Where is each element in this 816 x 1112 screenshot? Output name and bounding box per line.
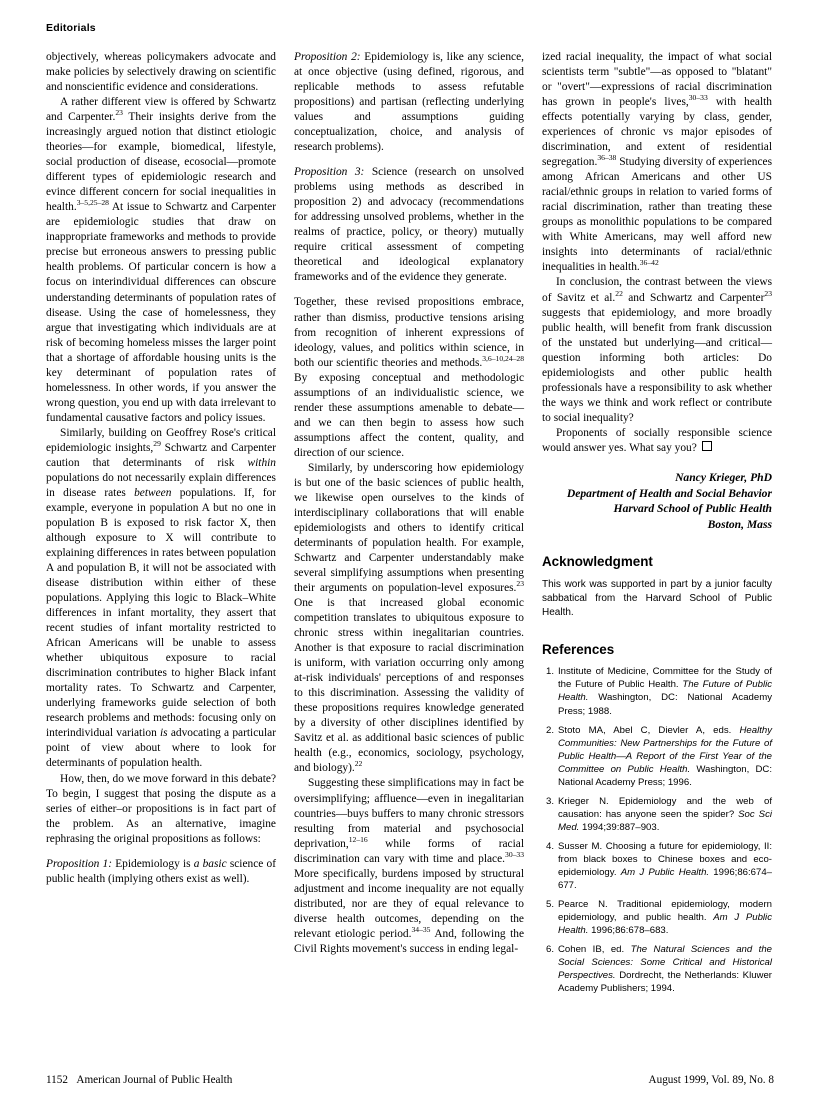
paragraph-text: How, then, do we move forward in this debate? To begin, I suggest that posing the dispute as a series of either–or propositions is in fact part of the problem. As an alternative, imagine rephrasing the original propositions as follows: bbox=[46, 772, 276, 845]
paragraph-text: At issue to Schwartz and Carpenter are epidemiologic studies that draw on inappropriate frameworks and methods to provide precise but erroneous answers to pressing public health problems. Of particular concern is how a focus on interindividual differences can obscure understanding determinants of population rates of disease. Using the case of homelessness, they argue that investigating which individuals are at risk of becoming homeless misses the larger point that a shortage of affordable housing units is the key determinant of population rates of homelessness. In other words, if you answer the wrong question, you end up with data irrelevant to fundamental causative factors and policy issues. bbox=[46, 201, 276, 424]
reference-text bbox=[558, 944, 772, 994]
signature-line: Harvard School of Public Health bbox=[613, 502, 772, 516]
reference-part: Susser M. Choosing a future for epidemiology, II: from black boxes to Chinese boxes and eco-epidemiology. bbox=[558, 840, 772, 879]
reference-source: Soc Sci Med. bbox=[558, 808, 772, 833]
paragraph bbox=[542, 50, 772, 275]
paragraph-text: objectively, whereas policymakers advocate and make policies by selectively drawing on scientific and nonscientific evidence and considerations. bbox=[46, 51, 276, 94]
citation-superscript: 36–42 bbox=[639, 258, 659, 268]
paragraph bbox=[542, 426, 772, 456]
proposition-label: Proposition 3: bbox=[294, 166, 365, 179]
paragraph-text: populations do not necessarily explain differences in disease rates bbox=[46, 471, 276, 499]
acknowledgment-heading: Acknowledgment bbox=[542, 553, 653, 569]
citation-superscript: 3,6–10,24–28 bbox=[482, 353, 524, 363]
paragraph-text: ized racial inequality, the impact of what social scientists term "subtle"—as opposed to "blatant" or "overt"—expressions of racial discrimination has grown in people's lives, bbox=[542, 51, 772, 109]
footer-right: August 1999, Vol. 89, No. 8 bbox=[648, 1074, 774, 1086]
paragraph bbox=[542, 275, 772, 425]
paragraph bbox=[46, 50, 276, 95]
emphasis: within bbox=[247, 456, 276, 469]
citation-superscript: 30–33 bbox=[505, 849, 524, 859]
emphasis: between bbox=[134, 486, 172, 499]
citation-superscript: 3–5,25–28 bbox=[76, 198, 109, 208]
list-item bbox=[542, 898, 772, 937]
paragraph-text: advocating a particular point of view about where to look for determinants of population health. bbox=[46, 727, 276, 770]
reference-text bbox=[558, 841, 772, 891]
citation-superscript: 22 bbox=[615, 288, 623, 298]
running-head: Editorials bbox=[46, 22, 96, 34]
emphasis: a basic bbox=[193, 857, 227, 870]
page-footer bbox=[46, 1074, 774, 1086]
paragraph bbox=[46, 426, 276, 772]
paragraph-text: More specifically, burdens imposed by structural adjustment and income inequality are not equally distributed, nor are they of equal relevance to diverse health outcomes, depending on the relevant etiologic period. bbox=[294, 867, 524, 940]
reference-part: 1996;86:674–677. bbox=[558, 867, 772, 892]
reference-source: Am J Public Health. bbox=[558, 912, 772, 937]
paragraph-text: And, following the Civil Rights movement's success in ending legal- bbox=[294, 927, 524, 955]
reference-text bbox=[558, 796, 772, 833]
signature-line: Department of Health and Social Behavior bbox=[566, 486, 772, 500]
column-2 bbox=[294, 50, 524, 1040]
reference-text bbox=[558, 899, 772, 936]
reference-part: Washington, DC: National Academy Press; 1988. bbox=[558, 692, 772, 717]
citation-superscript: 23 bbox=[516, 579, 524, 589]
paragraph bbox=[294, 295, 524, 460]
reference-text bbox=[558, 725, 772, 788]
reference-number: 1. bbox=[545, 666, 554, 678]
list-item bbox=[542, 943, 772, 995]
reference-part: Pearce N. Traditional epidemiology, modern epidemiology, and public health. bbox=[558, 899, 772, 924]
list-item bbox=[542, 840, 772, 892]
paragraph-text: Proponents of socially responsible science would answer yes. What say you? bbox=[542, 426, 772, 454]
citation-superscript: 34–35 bbox=[411, 924, 431, 934]
paragraph-text: In conclusion, the contrast between the views of Savitz et al. bbox=[542, 276, 772, 304]
author-signature bbox=[542, 470, 772, 533]
proposition-3 bbox=[294, 165, 524, 285]
paragraph-text: Schwartz and Carpenter caution that determinants of risk bbox=[46, 441, 276, 469]
proposition-2 bbox=[294, 50, 524, 155]
reference-number: 5. bbox=[545, 899, 554, 911]
citation-superscript: 30–33 bbox=[688, 93, 708, 103]
references-heading: References bbox=[542, 641, 615, 657]
citation-superscript: 23 bbox=[764, 288, 772, 298]
column-1 bbox=[46, 50, 276, 1040]
reference-part: 1994;39:887–903. bbox=[579, 821, 660, 833]
paragraph-text: Studying diversity of experiences among African Americans and other US racial/ethnic groups in relation to varied forms of racial discrimination, rather than treating these groups as monolithic populations to be compared with White Americans, may well afford new insights into determinants of racial/ethnic inequalities in health. bbox=[542, 156, 772, 274]
citation-superscript: 23 bbox=[115, 108, 123, 118]
paragraph-text: while forms of racial discrimination can vary with time and place. bbox=[294, 837, 524, 865]
paragraph-text: Epidemiology is, like any science, at once objective (using defined, rigorous, and replicable methods to assess refutable propositions) and partisan (reflecting underlying values and assumptions guiding conceptualization, choice, and analysis of research problems). bbox=[294, 51, 524, 154]
reference-source: The Natural Sciences and the Social Sciences: Some Critical and Historical Perspectives. bbox=[558, 944, 772, 982]
paragraph-text: suggests that epidemiology, and more broadly public health, will benefit from frank discussion of the unstated but underlying—and critical—question informing both articles: Do epidemiologists and other public health professionals have a responsibility to ask whether the ways we think and work reflect or contribute to social inequality? bbox=[542, 306, 772, 424]
proposition-label: Proposition 1: bbox=[46, 857, 113, 870]
citation-superscript: 29 bbox=[153, 439, 161, 449]
reference-text bbox=[558, 666, 772, 716]
three-column-body bbox=[46, 50, 774, 1040]
reference-part: Dordrecht, the Netherlands: Kluwer Academy Publishers; 1994. bbox=[558, 970, 772, 995]
paragraph-text: By exposing conceptual and methodologic assumptions of an individualistic science, we render these assumptions amenable to debate—and we can then begin to assess how such assumptions affect the content, quality, and direction of our science. bbox=[294, 371, 524, 459]
reference-source: The Future of Public Health. bbox=[558, 679, 773, 704]
paragraph-text: Together, these revised propositions embrace, rather than dismiss, productive tensions arising from recognition of inherent expressions of ideology, values, and politics within science, in both our scientific theories and methods. bbox=[294, 296, 524, 369]
list-item bbox=[542, 795, 772, 834]
reference-part: Stoto MA, Abel C, Dievler A, eds. bbox=[558, 724, 740, 736]
acknowledgment-text: This work was supported in part by a junior faculty sabbatical from the Harvard School of Public Health. bbox=[542, 578, 772, 619]
paragraph-text: populations. If, for example, everyone in population A but no one in population B is exposed to risk factor X, then although exposure to X will contribute to explaining differences in rates between population A and population B, it will not be associated with disease distribution within either of these populations. Applying this logic to Black–White differences in infant mortality, they assert that recent studies of infant mortality restricted to African Americans will be unable to assess whether ubiquitous exposure to racial discrimination contributes to higher Black infant mortality rates. To Schwartz and Carpenter, underlying frameworks guide selection of both research problems and methods: focusing only on interindividual variation bbox=[46, 486, 276, 740]
reference-number: 2. bbox=[545, 724, 554, 736]
reference-part: 1996;86:678–683. bbox=[588, 925, 669, 937]
paragraph bbox=[294, 461, 524, 777]
end-of-article-box bbox=[702, 441, 712, 451]
citation-superscript: 12–16 bbox=[348, 834, 368, 844]
paragraph-text: Their insights derive from the increasingly argued notion that distinct etiologic theories—for example, biomedical, lifestyle, social production of disease, ecosocial—promote different types of epidemiologic research and evince different concern for social inequalities in health. bbox=[46, 111, 276, 214]
paragraph-text: Science (research on unsolved problems using methods as described in proposition 2) and advocacy (recommendations for addressing unsolved problems, whether in the realms of practice, policy, or theory) mutually require critical assessment of competing theoretical and ideological explanatory frameworks and of the evidence they generate. bbox=[294, 166, 524, 284]
reference-part: Cohen IB, ed. bbox=[558, 944, 631, 956]
paragraph-text: Suggesting these simplifications may in fact be oversimplifying; affluence—even in inegalitarian countries—buys buffers to many chronic stressors resulting from material and psychosocial deprivation, bbox=[294, 777, 524, 850]
paragraph-text: Similarly, by underscoring how epidemiology is but one of the basic sciences of public health, we likewise open ourselves to the kinds of interdisciplinary collaborations that will enable epidemiologists and others to identify critical determinants of population health. For example, Schwartz and Carpenter understandably make several simplifying assumptions when presenting their arguments on population-level exposures. bbox=[294, 461, 524, 595]
citation-superscript: 22 bbox=[354, 759, 363, 769]
paragraph-text: with health effects potentially varying by class, gender, experiences of chronic vs major episodes of discrimination, and extent of residential segregation. bbox=[542, 96, 773, 169]
emphasis: is bbox=[160, 727, 168, 740]
reference-source: Healthy Communities: New Partnerships for the Future of Public Health—A Report of the First Year of the Committee on Public Health. bbox=[558, 724, 772, 775]
paragraph-text: Similarly, building on Geoffrey Rose's critical epidemiologic insights, bbox=[46, 426, 276, 454]
paragraph-text: A rather different view is offered by Schwartz and Carpenter. bbox=[46, 96, 276, 124]
citation-superscript: 36–38 bbox=[597, 153, 617, 163]
list-item bbox=[542, 724, 772, 789]
reference-source: Am J Public Health. bbox=[620, 867, 710, 879]
paragraph-text: One is that increased global economic competition translates to ubiquitous exposure to chronic stress within inegalitarian countries. Another is that exposure to racial discrimination is uniform, with variation occurring only among at-risk individuals' perceptions of and responses to this discrimination. Assessing the validity of these propositions requires knowledge generated by a diversity of other disciplines identified by Savitz et al. as additional basic sciences of public health (e.g., economics, sociology, psychology, and biology). bbox=[294, 597, 524, 775]
proposition-label: Proposition 2: bbox=[294, 51, 361, 63]
footer-left bbox=[46, 1074, 232, 1086]
paragraph bbox=[46, 772, 276, 847]
list-item bbox=[542, 665, 772, 717]
reference-list bbox=[542, 665, 772, 995]
journal-name: American Journal of Public Health bbox=[76, 1074, 233, 1086]
paragraph-text: and Schwartz and Carpenter bbox=[622, 291, 765, 304]
paragraph-text: Epidemiology is bbox=[112, 857, 194, 870]
paragraph-text: science of public health (implying others exist as well). bbox=[46, 857, 276, 885]
paragraph bbox=[294, 776, 524, 956]
proposition-1 bbox=[46, 857, 276, 887]
reference-number: 3. bbox=[545, 795, 554, 807]
page-number: 1152 bbox=[46, 1074, 68, 1086]
signature-line: Boston, Mass bbox=[707, 518, 772, 532]
reference-part: Institute of Medicine, Committee for the Study of the Future of Public Health. bbox=[558, 666, 772, 691]
column-3 bbox=[542, 50, 772, 1040]
reference-part: Krieger N. Epidemiology and the web of causation: has anyone seen the spider? bbox=[558, 795, 772, 820]
reference-number: 4. bbox=[545, 840, 554, 852]
reference-number: 6. bbox=[545, 944, 554, 956]
signature-line: Nancy Krieger, PhD bbox=[675, 470, 772, 484]
reference-part: Washington, DC: National Academy Press; 1996. bbox=[558, 763, 773, 788]
paragraph bbox=[46, 95, 276, 426]
